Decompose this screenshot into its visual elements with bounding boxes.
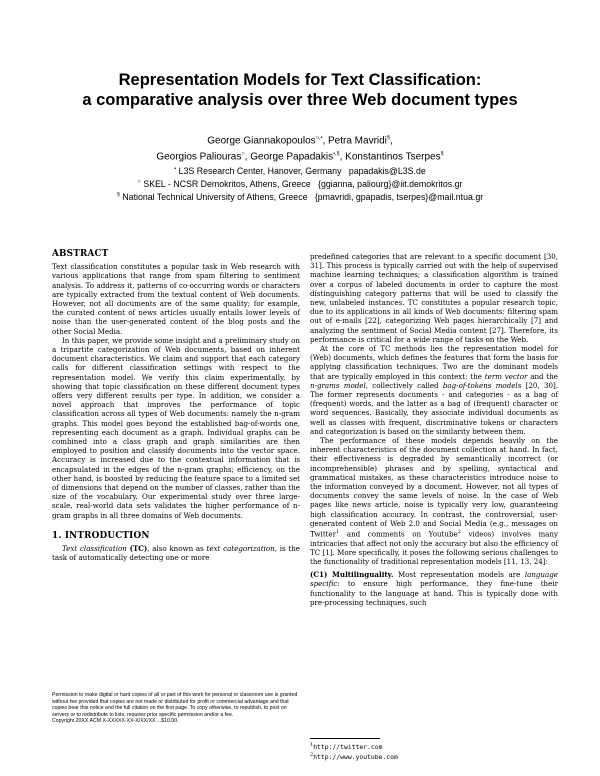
copyright-text: Copyright 20XX ACM X-XXXXX-XX-X/XX/XX ...$10.00. xyxy=(52,718,179,725)
body-text: , collectively called xyxy=(365,380,443,390)
footnote-ref-1: 1 xyxy=(336,529,340,536)
body-text: The performance of these models depends heavily on the inherent characteristics of the document collection at hand. In fact, their effectiveness is degraded by semantically incorrect (or incomprehensible) phrases and by spelling, syntactical and grammatical mistakes, as these characteristics introduce noise to the information conveyed by a document. However, not all types of documents convey the same levels of noise. In the case of Web pages like news article, noise is typically very low, guaranteeing high classification accuracy. In contrast, the controversial, user-generated content of Web 2.0 and Social Media (e.g., messages on Twitter xyxy=(310,436,558,539)
intro-text: , is the task of automatically detecting one or more xyxy=(52,544,300,563)
body-text: videos) involves many intricacies that affect not only the accuracy but also the efficiency of TC [1]. More specifically, it poses the following serious challenges to the functionality of traditional representation models [11, 13, 24]: xyxy=(310,529,558,567)
body-text: and the xyxy=(527,371,558,381)
footnote-number: 2 xyxy=(310,752,314,759)
footnote-url: http://twitter.com xyxy=(313,743,383,752)
term-n-grams-model: n-grams model xyxy=(310,380,366,390)
body-text: [20, 30]. The former represents documents - and categories - as a bag of (frequent) words, and the latter as a bag of (frequent) character or word sequences. Basically, they associate individual documents as well as classes with frequent, discriminative tokens or characters and categorization is based on the similarity between them. xyxy=(310,380,558,436)
affiliation-mark: § xyxy=(116,191,120,198)
author-name: Petra Mavridi xyxy=(328,135,387,147)
introduction-heading: 1. INTRODUCTION xyxy=(52,530,150,541)
author-affil-mark: § xyxy=(386,135,390,141)
affiliation-mark: ○ xyxy=(137,178,141,185)
footnote-number: 1 xyxy=(310,742,314,748)
affiliation-email: {ggianna, paliourg}@iit.demokritos.gr xyxy=(318,178,463,189)
term-bag-of-tokens: bag-of-tokens models xyxy=(442,380,522,390)
affiliation-list xyxy=(40,164,560,203)
footnotes xyxy=(310,741,560,761)
abstract-paragraph-1: Text classification constitutes a popular task in Web research with various applications that range from spam filtering to sentiment analysis. To address it, patterns of co-occurring words or characters are typically extracted from the textual content of Web documents. However, not all documents are of the same quality; for example, the curated content of news articles usually entails lower levels of noise than the user-generated content of the blog posts and the other Social Media. xyxy=(52,262,300,336)
intro-text: , also known as xyxy=(147,544,207,554)
author-affil-mark: § xyxy=(440,150,444,157)
body-text: : to ensure high performance, they fine-tune their functionality to the language at hand. This is typically done with pre-processing techniques, such xyxy=(310,579,558,607)
affiliation-name: SKEL - NCSR Demokritos, Athens, Greece xyxy=(143,178,311,189)
author-affil-mark: ○,• xyxy=(315,135,323,141)
term-text-categorization: text categorization xyxy=(206,544,275,554)
author-name: George Papadakis xyxy=(250,151,334,163)
body-paragraph-3 xyxy=(310,436,558,566)
author-list xyxy=(40,132,560,164)
body-paragraph-2 xyxy=(310,344,558,436)
affiliation xyxy=(40,190,560,203)
term-text-classification: Text classification xyxy=(62,544,127,554)
footnote-url: http://www.youtube.com xyxy=(313,753,398,762)
challenge-c1-label: (C1) Multilinguality. xyxy=(310,570,394,580)
challenge-c1 xyxy=(310,570,558,607)
term-language-specific: language specific xyxy=(310,570,558,589)
author-name: George Giannakopoulos xyxy=(207,135,316,147)
affiliation-name: National Technical University of Athens, Greece xyxy=(122,191,308,202)
footnote-ref-2: 2 xyxy=(457,529,461,536)
body-text: At the core of TC methods lies the representation model for (Web) documents, which defines the features that form the basis for applying classification techniques. Two are the dominant models that are typically employed in this context: the xyxy=(310,344,558,381)
term-term-vector: term vector xyxy=(484,371,528,381)
affiliation-mark: • xyxy=(174,166,177,172)
body-paragraph-1: predefined categories that are relevant to a specific document [30, 31]. This process is typically carried out with the help of supervised machine learning techniques; a classification algorithm is trained over a corpus of labeled documents in order to capture the most distinguishing category patterns that will be used to classify the new, unlabeled instances. TC constitutes a popular research topic, due to its applications in all kinds of Web documents: filtering spam out of e-mails [22], categorizing Web pages hierarchically [7] and analyzing the sentiment of Social Media content [27]. Therefore, its performance is critical for a wide range of tasks on the Web. xyxy=(310,252,558,344)
affiliation-name: L3S Research Center, Hanover, Germany xyxy=(178,165,342,176)
author-name: Konstantinos Tserpes xyxy=(345,151,441,163)
author-affil-mark: ○ xyxy=(241,150,245,157)
footnote-1 xyxy=(310,741,560,751)
affiliation xyxy=(40,164,560,177)
author-line-1: George Giannakopoulos○,•, Petra Mavridi§, xyxy=(207,135,393,147)
author-affil-mark: •,§ xyxy=(333,150,340,157)
introduction-paragraph-1 xyxy=(52,544,300,562)
right-column xyxy=(310,252,558,607)
author-line-2: Georgios Paliouras○, George Papadakis•,§, Konstantinos Tserpes§ xyxy=(156,150,444,163)
body-text: Most representation models are xyxy=(393,570,525,580)
title-line-1: Representation Models for Text Classification: xyxy=(118,71,482,89)
affiliation xyxy=(40,177,560,190)
affiliation-email: {pmavridi, gpapadis, tserpes}@mail.ntua.gr xyxy=(314,191,484,202)
affiliation-email: papadakis@L3S.de xyxy=(348,165,426,176)
paper-title xyxy=(40,70,560,110)
abstract-heading: ABSTRACT xyxy=(52,249,109,259)
footnote-rule xyxy=(310,738,380,739)
author-name: Georgios Paliouras xyxy=(156,151,242,163)
permission-notice xyxy=(52,692,302,725)
permission-text: Permission to make digital or hard copies of all or part of this work for personal or classroom use is granted without fee provided that copies are not made or distributed for profit or commercial advantage and that copies bear this notice and the full citation on the first page. To copy otherwise, to republish, to post on servers or to redistribute to lists, requires prior specific permission and/or a fee. xyxy=(52,692,298,718)
abstract-paragraph-2: In this paper, we provide some insight and a preliminary study on a tripartite categorization of Web documents, based on inherent document characteristics. We claim and support that each category calls for different classification settings with respect to the representation model. We verify this claim experimentally, by showing that topic classification on these different document types offers very different results per type. In addition, we consider a novel approach that improves the performance of topic classification across all types of Web documents: namely the n-gram graphs. This model goes beyond the established bag-of-words one, representing each document as a graph. Individual graphs can be combined into a class graph and graph similarities are then employed to position and classify documents into the vector space. Accuracy is increased due to the contextual information that is encapsulated in the edges of the n-gram graphs; efficiency, on the other hand, is boosted by reducing the feature space to a limited set of dimensions that depend on the number of classes, rather than the size of the vocabulary. Our experimental study over three large-scale, real-world data sets validates the higher performance of n-gram graphs in all three domains of Web documents. xyxy=(52,335,300,520)
abbr-tc: (TC) xyxy=(129,544,148,554)
footnote-2 xyxy=(310,751,560,761)
body-text: and comments on Youtube xyxy=(339,529,458,539)
title-line-2: a comparative analysis over three Web document types xyxy=(82,91,518,109)
left-column xyxy=(52,250,300,563)
